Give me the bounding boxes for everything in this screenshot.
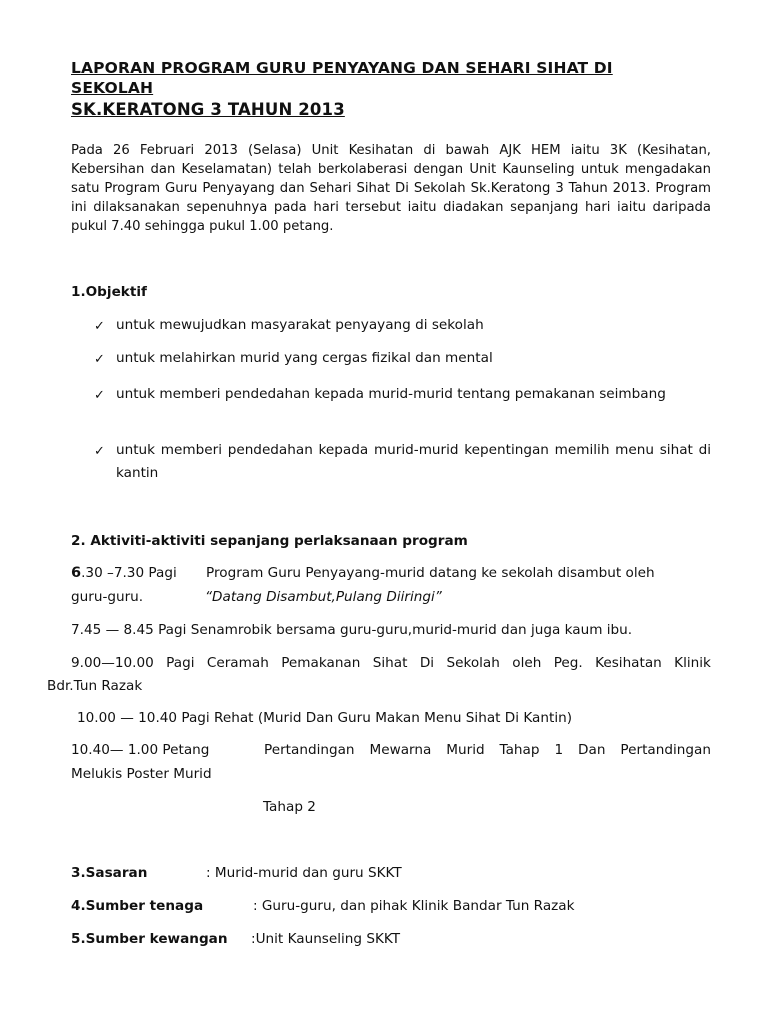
aktiviti-3-word: Di bbox=[419, 655, 435, 671]
objektif-heading: 1.Objektif bbox=[71, 284, 147, 300]
aktiviti-5-cont: Melukis Poster Murid bbox=[71, 766, 212, 782]
aktiviti-5-word: Murid bbox=[446, 742, 485, 758]
sumber-tenaga-label: 4.Sumber tenaga bbox=[71, 898, 204, 914]
aktiviti-5-word: Pertandingan bbox=[264, 742, 355, 758]
aktiviti-3-word: Peg. bbox=[553, 655, 583, 671]
aktiviti-3-word: oleh bbox=[512, 655, 542, 671]
aktiviti-3-word: Ceramah bbox=[206, 655, 269, 671]
sasaran-label: 3.Sasaran bbox=[71, 865, 148, 881]
aktiviti-3-word: Klinik bbox=[674, 655, 711, 671]
aktiviti-3-line bbox=[71, 655, 711, 671]
aktiviti-3-word: Pemakanan bbox=[281, 655, 361, 671]
aktiviti-3-word: Sihat bbox=[372, 655, 408, 671]
sumber-kewangan-value: :Unit Kaunseling SKKT bbox=[251, 931, 401, 947]
checkmark-icon: ✓ bbox=[94, 319, 105, 334]
objektif-item-4: untuk memberi pendedahan kepada murid-murid kepentingan memilih menu sihat di kantin bbox=[116, 442, 711, 481]
aktiviti-5-word: 1 bbox=[554, 742, 564, 758]
aktiviti-5-time: 10.40— 1.00 Petang bbox=[71, 742, 210, 758]
aktiviti-2: 7.45 — 8.45 Pagi Senamrobik bersama guru-guru,murid-murid dan juga kaum ibu. bbox=[71, 622, 633, 638]
report-title-line-1: LAPORAN PROGRAM GURU PENYAYANG DAN SEHARI SIHAT DI bbox=[71, 59, 613, 77]
aktiviti-5-word: Pertandingan bbox=[620, 742, 711, 758]
aktiviti-3-word: 9.00—10.00 bbox=[71, 655, 154, 671]
sumber-tenaga-value: : Guru-guru, dan pihak Klinik Bandar Tun Razak bbox=[253, 898, 575, 914]
sumber-kewangan-label: 5.Sumber kewangan bbox=[71, 931, 228, 947]
aktiviti-1-quote: “Datang Disambut,Pulang Diiringi” bbox=[205, 589, 442, 605]
aktiviti-3-cont: Bdr.Tun Razak bbox=[47, 678, 143, 694]
checkmark-icon: ✓ bbox=[94, 352, 105, 367]
aktiviti-5-word: Tahap bbox=[499, 742, 540, 758]
aktiviti-1-cont: guru-guru. bbox=[71, 589, 144, 605]
report-title-line-3: SK.KERATONG 3 TAHUN 2013 bbox=[71, 100, 345, 119]
aktiviti-1-time-rest: .30 –7.30 Pagi bbox=[81, 565, 177, 581]
sasaran-value: : Murid-murid dan guru SKKT bbox=[206, 865, 402, 881]
aktiviti-1-time-bold: 6 bbox=[71, 565, 82, 581]
aktiviti-5-word: Dan bbox=[578, 742, 606, 758]
checkmark-icon: ✓ bbox=[94, 388, 105, 403]
objektif-item-3: untuk memberi pendedahan kepada murid-murid tentang pemakanan seimbang bbox=[116, 386, 666, 402]
aktiviti-3-word: Pagi bbox=[166, 655, 195, 671]
aktiviti-3-word: Kesihatan bbox=[595, 655, 662, 671]
aktiviti-4: 10.00 — 10.40 Pagi Rehat (Murid Dan Guru Makan Menu Sihat Di Kantin) bbox=[77, 710, 573, 726]
aktiviti-heading: 2. Aktiviti-aktiviti sepanjang perlaksanaan program bbox=[71, 533, 468, 549]
intro-paragraph: Pada 26 Februari 2013 (Selasa) Unit Kesihatan di bawah AJK HEM iaitu 3K (Kesihatan, Kebersihan dan Keselamatan) telah berkolaberasi dengan Unit Kaunseling untuk mengadakan satu Program Guru Penyayang dan Sehari Sihat Di Sekolah Sk.Keratong 3 Tahun 2013. Program ini dilaksanakan sepenuhnya pada hari tersebut iaitu diadakan sepanjang hari iaitu daripada pukul 7.40 sehingga pukul 1.00 petang. bbox=[71, 143, 711, 234]
checkmark-icon: ✓ bbox=[94, 444, 105, 459]
objektif-item-1: untuk mewujudkan masyarakat penyayang di sekolah bbox=[116, 317, 484, 333]
aktiviti-5-word: Mewarna bbox=[369, 742, 432, 758]
objektif-item-2: untuk melahirkan murid yang cergas fizikal dan mental bbox=[116, 350, 493, 366]
aktiviti-1-time bbox=[71, 565, 177, 581]
aktiviti-5-desc bbox=[264, 742, 711, 758]
aktiviti-3-word: Sekolah bbox=[446, 655, 500, 671]
report-title-line-2: SEKOLAH bbox=[71, 79, 154, 97]
aktiviti-5-tahap: Tahap 2 bbox=[263, 799, 316, 815]
aktiviti-1-desc: Program Guru Penyayang-murid datang ke sekolah disambut oleh bbox=[206, 565, 655, 581]
